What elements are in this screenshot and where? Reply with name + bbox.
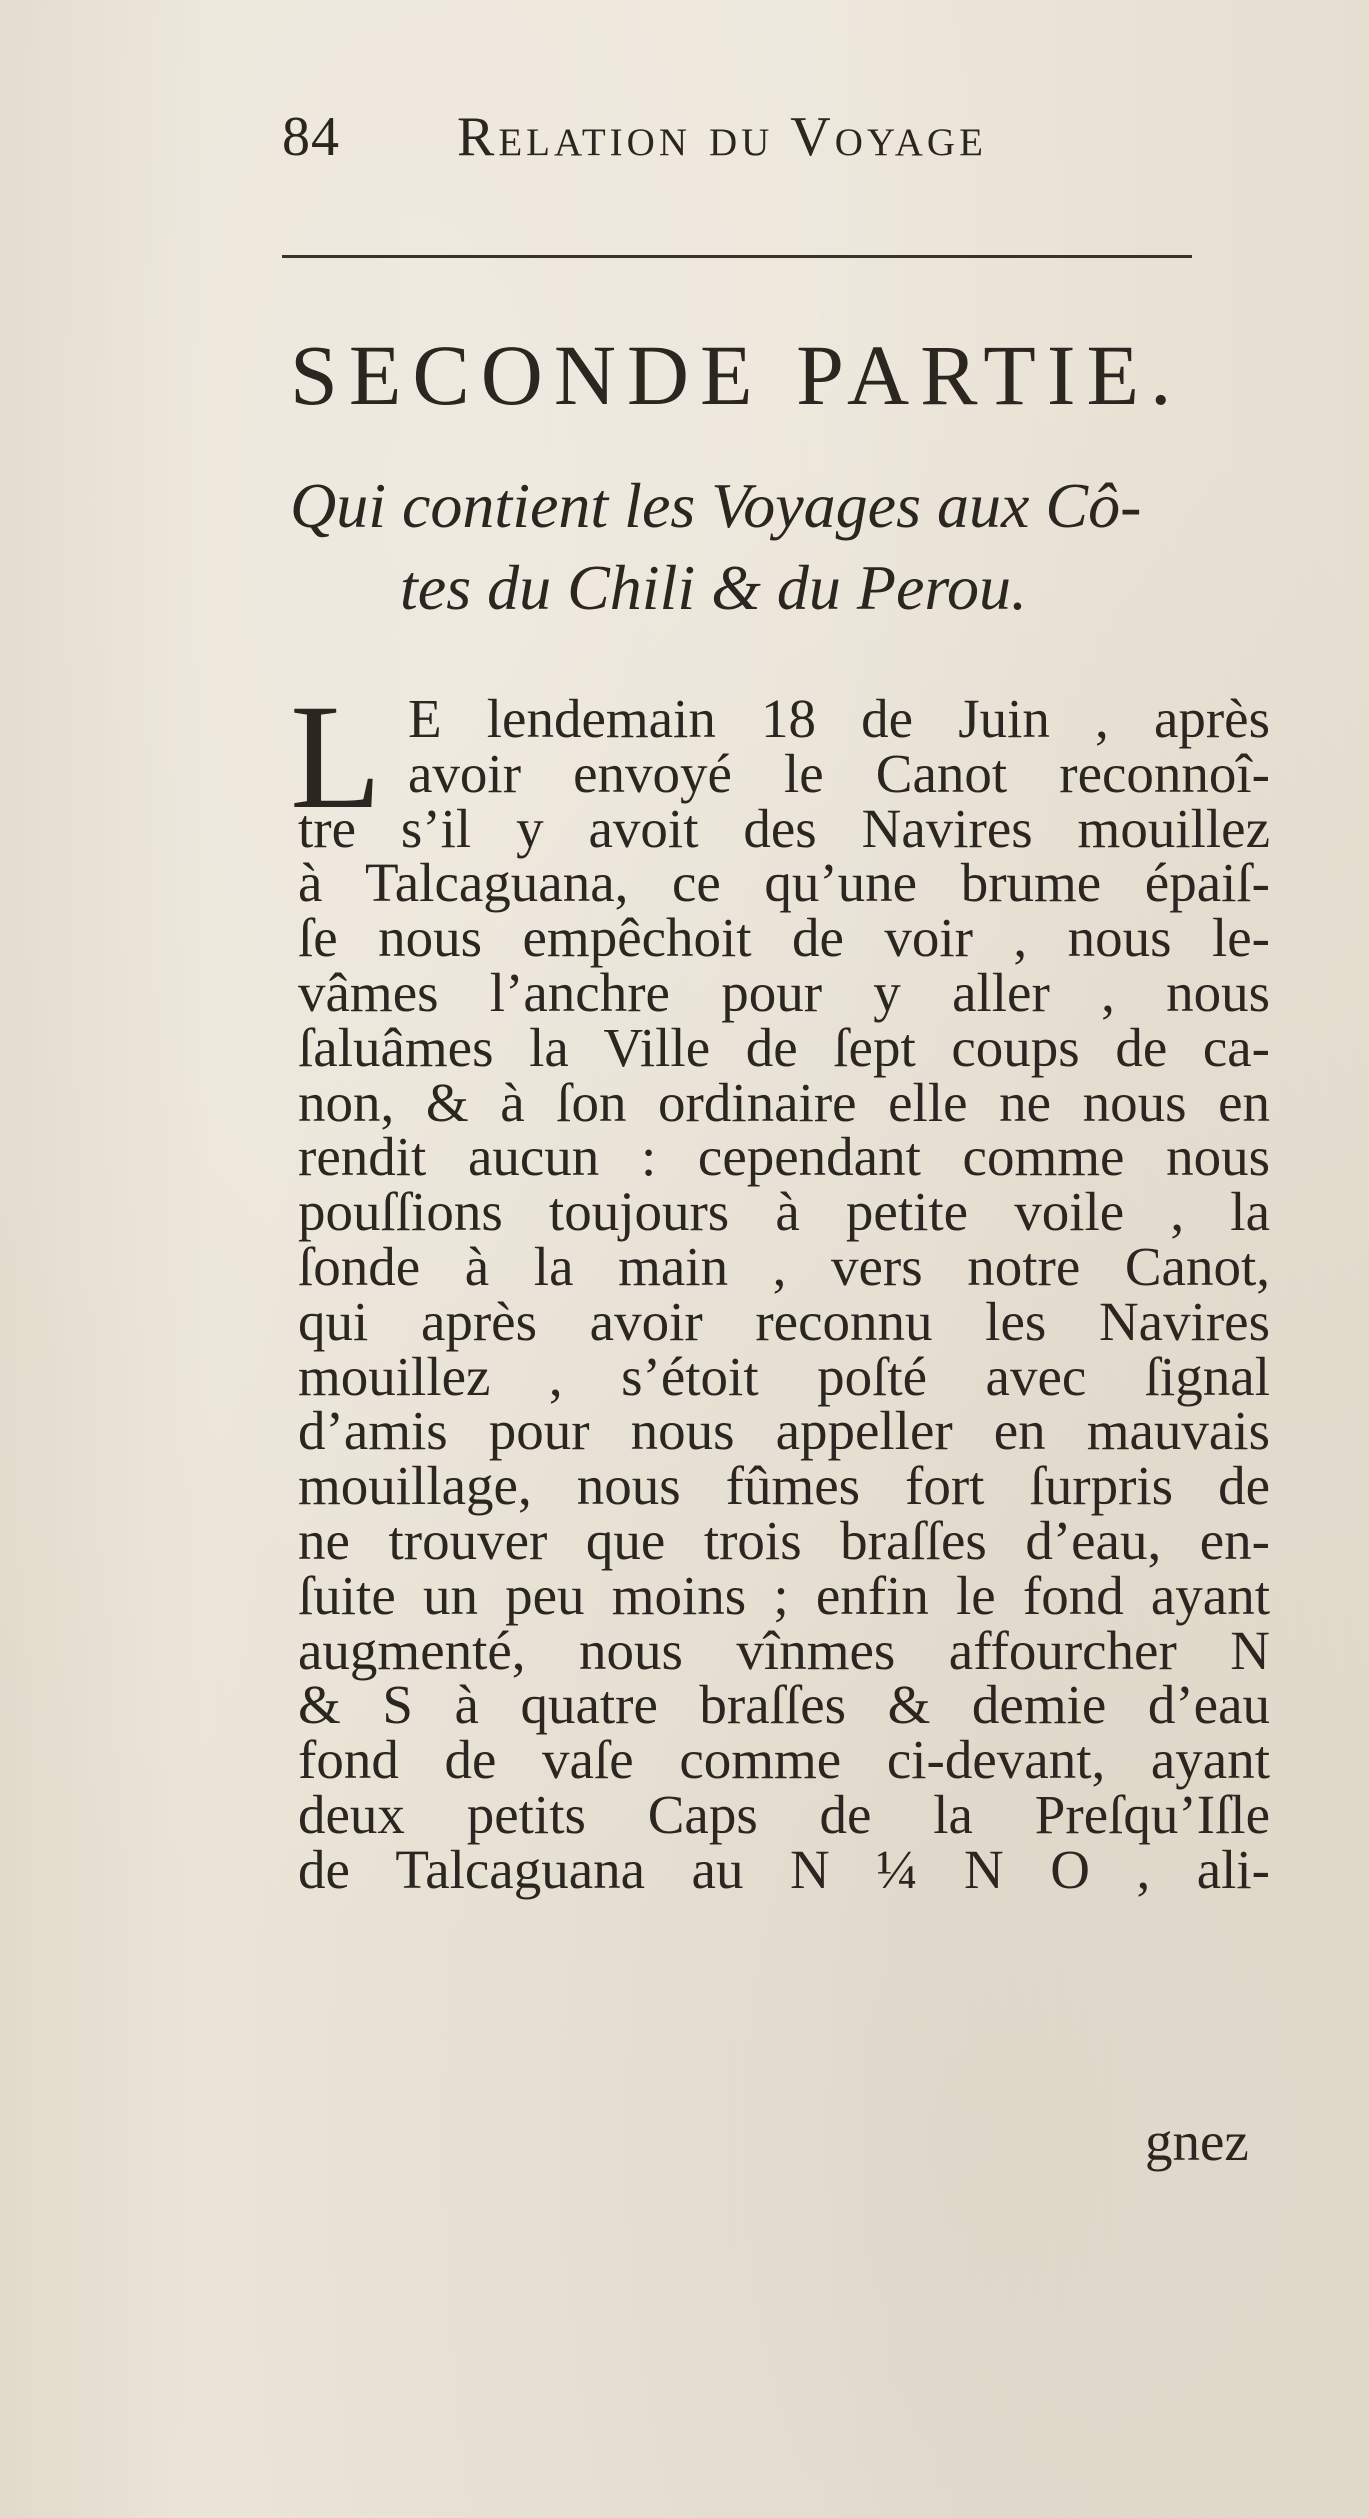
text-line: augmenté, nous vînmes affourcher N (298, 1619, 1270, 1681)
text-line: ne trouver que trois braſſes d’eau, en- (298, 1509, 1270, 1571)
text-line: ſonde à la main , vers notre Canot, (298, 1235, 1270, 1297)
text-line: de Talcaguana au N ¼ N O , ali- (298, 1838, 1270, 1900)
subtitle-line: Qui contient les Voyages aux Cô- (290, 470, 1142, 541)
part-title: SECONDE PARTIE. (290, 327, 1183, 423)
page-number: 84 (282, 106, 340, 168)
body-paragraph (298, 688, 1270, 1900)
catchword: gnez (1145, 2111, 1249, 2172)
text-line: ſe nous empêchoit de voir , nous le- (298, 907, 1270, 969)
running-head: Relation du Voyage (457, 106, 987, 168)
text-line: d’amis pour nous appeller en mauvais (298, 1400, 1270, 1462)
drop-cap: L (290, 674, 382, 840)
text-line: deux petits Caps de la Preſqu’Iſle (298, 1783, 1270, 1845)
text-line: vâmes l’anchre pour y aller , nous (298, 961, 1270, 1023)
text-line: mouillez , s’étoit poſté avec ſignal (298, 1345, 1270, 1407)
text-line: tre s’il y avoit des Navires mouillez (298, 797, 1270, 859)
header-rule (282, 255, 1192, 258)
text-line: ſuite un peu moins ; enfin le fond ayant (298, 1564, 1270, 1626)
subtitle (290, 465, 1270, 629)
text-line: avoir envoyé le Canot reconnoî- (408, 742, 1270, 804)
text-line: E lendemain 18 de Juin , après (408, 688, 1270, 749)
text-line: qui après avoir reconnu les Navires (298, 1290, 1270, 1352)
text-line: à Talcaguana, ce qu’une brume épaiſ- (298, 852, 1270, 914)
page-header (282, 105, 1182, 175)
text-line: non, & à ſon ordinaire elle ne nous en (298, 1071, 1270, 1133)
text-line: pouſſions toujours à petite voile , la (298, 1181, 1270, 1243)
text-line: rendit aucun : cependant comme nous (298, 1126, 1270, 1188)
text-line: ſaluâmes la Ville de ſept coups de ca- (298, 1016, 1270, 1078)
text-line: fond de vaſe comme ci-devant, ayant (298, 1729, 1270, 1791)
subtitle-line: tes du Chili & du Perou. (400, 552, 1027, 623)
text-line: & S à quatre braſſes & demie d’eau (298, 1674, 1270, 1736)
text-line: mouillage, nous fûmes fort ſurpris de (298, 1455, 1270, 1517)
